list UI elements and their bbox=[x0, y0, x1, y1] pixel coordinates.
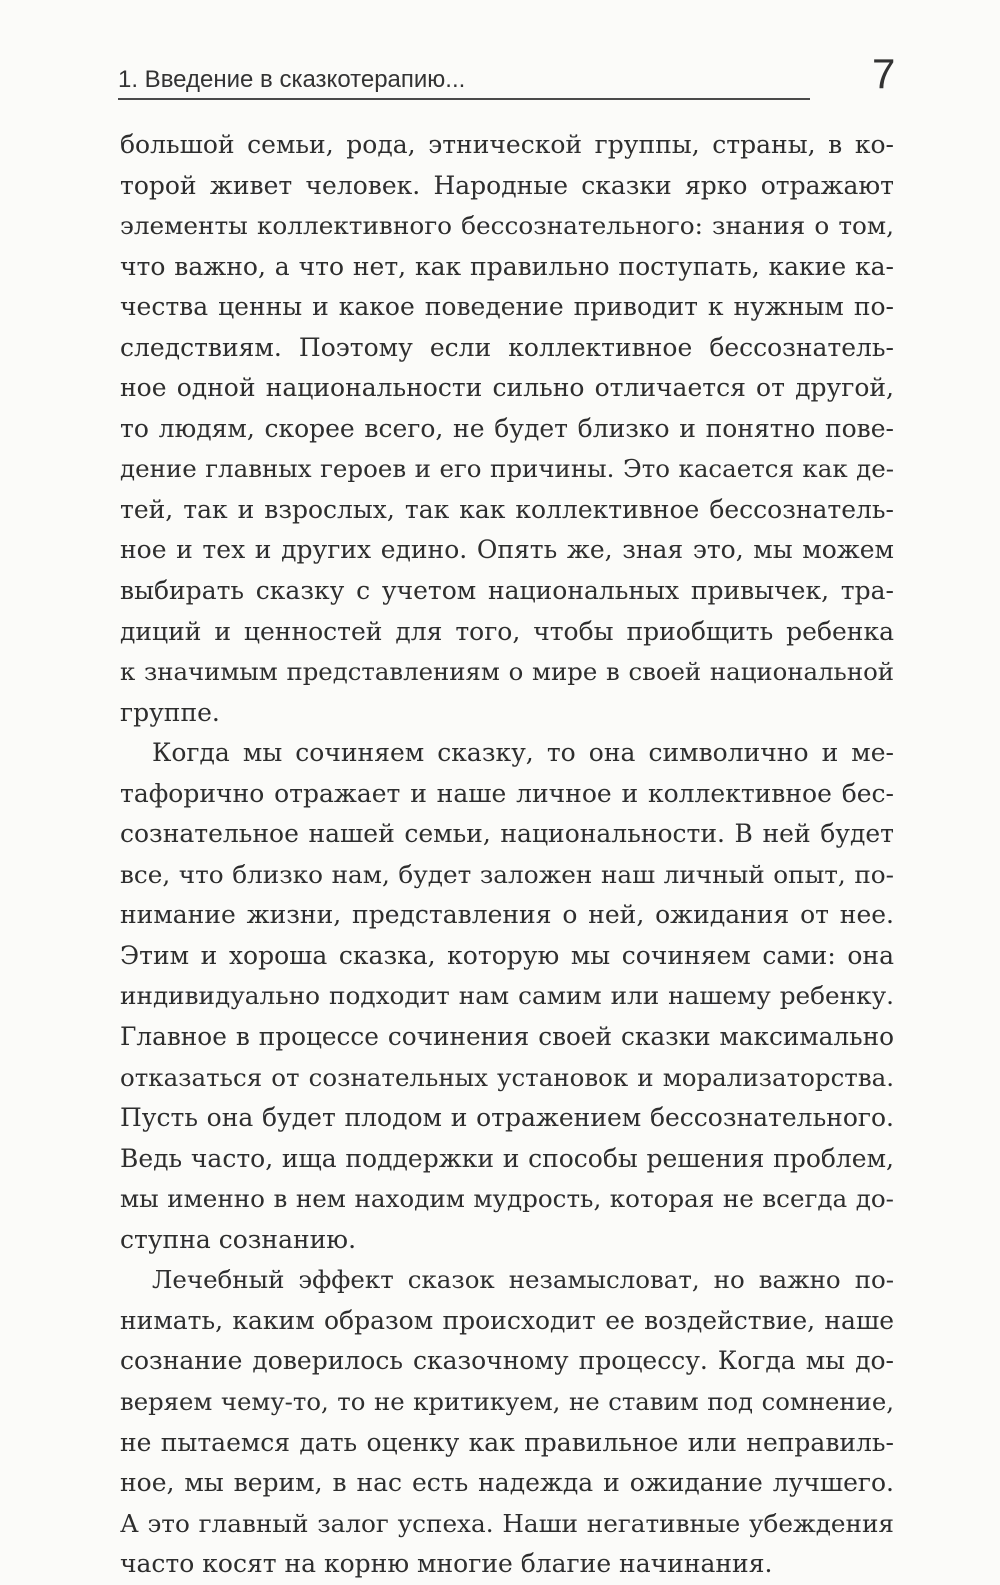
text-line: чества ценны и какое поведение приводит к нужным по- bbox=[120, 292, 894, 322]
text-line: Главное в процессе сочинения своей сказки максимально bbox=[120, 1022, 894, 1052]
text-line: Этим и хороша сказка, которую мы сочиняем сами: она bbox=[120, 940, 894, 970]
text-line: А это главный залог успеха. Наши негативные убеждения bbox=[120, 1508, 894, 1538]
text-line: ное и тех и других едино. Опять же, зная это, мы можем bbox=[120, 535, 894, 565]
text-line: Ведь часто, ища поддержки и способы решения проблем, bbox=[120, 1143, 894, 1173]
text-line: тафорично отражает и наше личное и коллективное бес- bbox=[120, 778, 894, 808]
paragraph-1 bbox=[120, 125, 894, 733]
text-line: Пусть она будет плодом и отражением бессознательного. bbox=[120, 1103, 894, 1133]
text-line: не пытаемся дать оценку как правильное или неправиль- bbox=[120, 1427, 894, 1457]
text-line: сознание доверилось сказочному процессу. Когда мы до- bbox=[120, 1346, 894, 1376]
text-line: мы именно в нем находим мудрость, которая не всегда до- bbox=[120, 1184, 894, 1214]
text-line: элементы коллективного бессознательного: знания о том, bbox=[120, 211, 894, 241]
text-line: Когда мы сочиняем сказку, то она символично и ме- bbox=[152, 738, 894, 768]
text-line: торой живет человек. Народные сказки ярко отражают bbox=[120, 170, 894, 200]
paragraph-2 bbox=[120, 733, 894, 1260]
text-line: следствиям. Поэтому если коллективное бессознатель- bbox=[120, 332, 894, 362]
running-header bbox=[118, 50, 810, 100]
chapter-title: 1. Введение в сказкотерапию... bbox=[118, 66, 466, 93]
text-line: тей, так и взрослых, так как коллективное бессознатель- bbox=[120, 494, 894, 524]
text-line: выбирать сказку с учетом национальных привычек, тра- bbox=[120, 576, 894, 606]
text-line: ное, мы верим, в нас есть надежда и ожидание лучшего. bbox=[120, 1468, 894, 1498]
text-line: все, что близко нам, будет заложен наш личный опыт, по- bbox=[120, 859, 894, 889]
text-line: отказаться от сознательных установок и морализаторства. bbox=[120, 1062, 894, 1092]
text-line: группе. bbox=[120, 697, 220, 727]
text-line: диций и ценностей для того, чтобы приобщить ребенка bbox=[120, 616, 894, 646]
text-line: ное одной национальности сильно отличается от другой, bbox=[120, 373, 894, 403]
text-line: Лечебный эффект сказок незамысловат, но важно по- bbox=[152, 1265, 894, 1295]
text-line: что важно, а что нет, как правильно поступать, какие ка- bbox=[120, 251, 894, 281]
paragraph-3 bbox=[120, 1260, 894, 1584]
page-number: 7 bbox=[872, 50, 896, 97]
text-line: сознательное нашей семьи, национальности. В ней будет bbox=[120, 819, 894, 849]
text-line: часто косят на корню многие благие начинания. bbox=[120, 1549, 773, 1579]
body-text bbox=[120, 125, 894, 1585]
text-line: большой семьи, рода, этнической группы, страны, в ко- bbox=[120, 130, 894, 159]
text-line: нимание жизни, представления о ней, ожидания от нее. bbox=[120, 900, 894, 930]
text-line: нимать, каким образом происходит ее воздействие, наше bbox=[120, 1305, 894, 1335]
text-line: веряем чему-то, то не критикуем, не ставим под сомнение, bbox=[120, 1386, 894, 1416]
text-line: то людям, скорее всего, не будет близко и понятно пове- bbox=[120, 413, 894, 443]
text-line: к значимым представлениям о мире в своей национальной bbox=[120, 657, 894, 687]
text-line: индивидуально подходит нам самим или нашему ребенку. bbox=[120, 981, 894, 1011]
text-line: ступна сознанию. bbox=[120, 1224, 357, 1254]
text-line: дение главных героев и его причины. Это касается как де- bbox=[120, 454, 894, 484]
